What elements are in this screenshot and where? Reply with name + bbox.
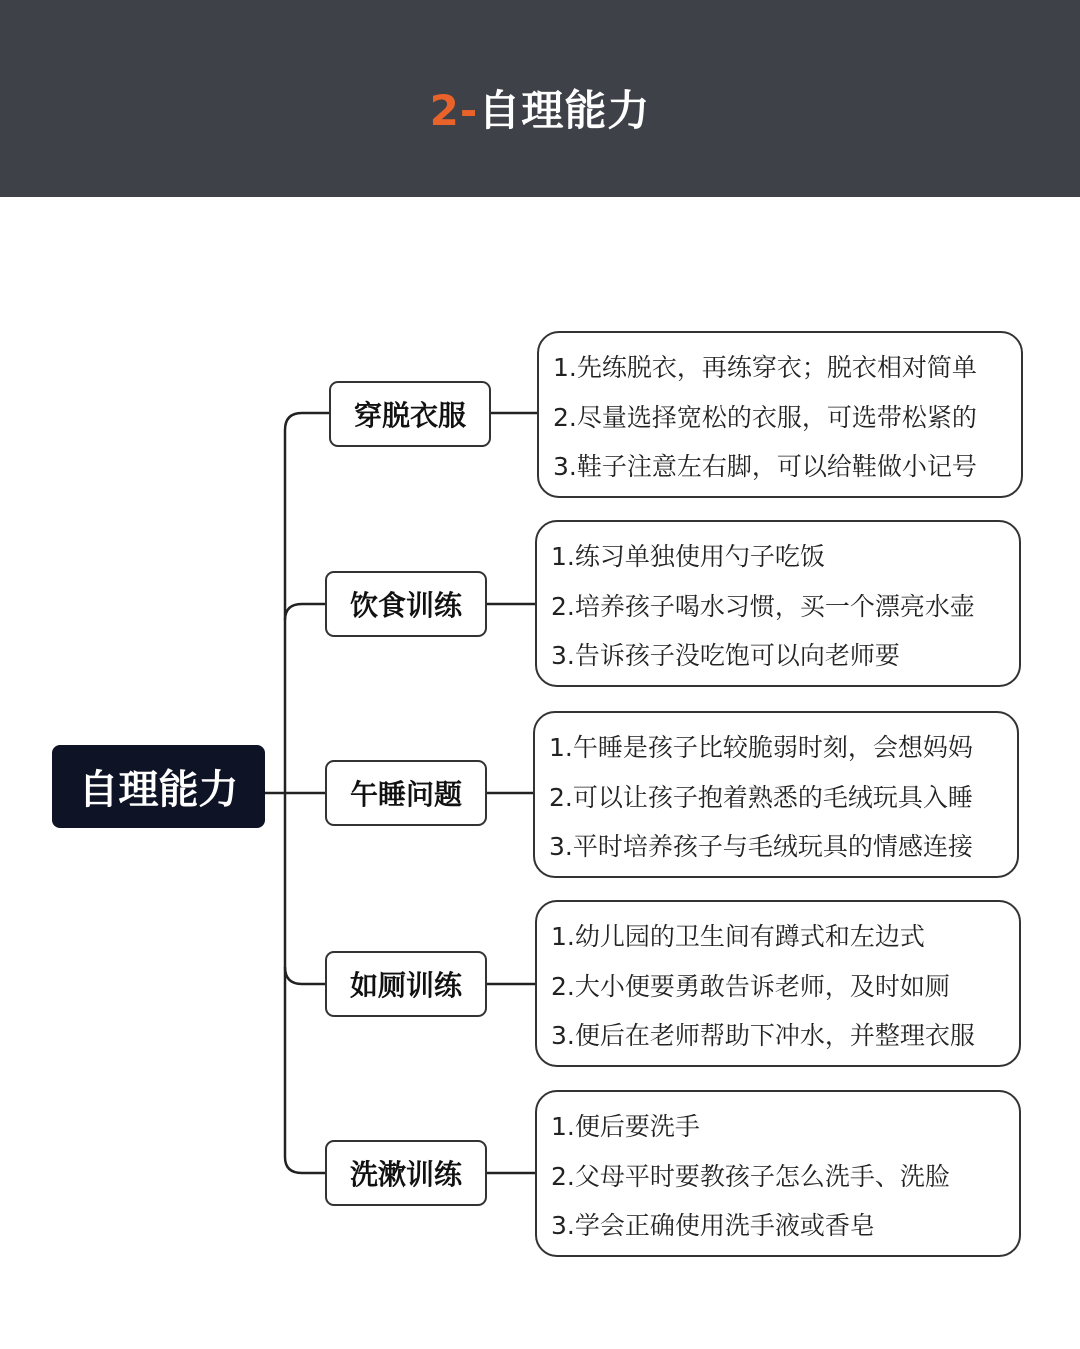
leaf-item: 2.尽量选择宽松的衣服，可选带松紧的 bbox=[553, 402, 977, 432]
branch-node-eating: 饮食训练 bbox=[325, 571, 487, 637]
leaf-item: 1.午睡是孩子比较脆弱时刻，会想妈妈 bbox=[549, 733, 973, 762]
leaf-item: 1.先练脱衣，再练穿衣；脱衣相对简单 bbox=[553, 353, 977, 382]
leaf-box-eating bbox=[535, 520, 1021, 687]
leaf-item: 2.可以让孩子抱着熟悉的毛绒玩具入睡 bbox=[549, 782, 973, 812]
title-number: 2- bbox=[429, 86, 479, 135]
leaf-item: 3.学会正确使用洗手液或香皂 bbox=[551, 1211, 875, 1240]
branch-connector-4 bbox=[285, 967, 325, 984]
leaf-item: 3.鞋子注意左右脚，可以给鞋做小记号 bbox=[553, 452, 977, 481]
leaf-item: 1.练习单独使用勺子吃饭 bbox=[551, 542, 825, 571]
branch-node-dressing: 穿脱衣服 bbox=[329, 381, 491, 447]
branch-connector-2 bbox=[285, 604, 325, 620]
leaf-item: 3.便后在老师帮助下冲水，并整理衣服 bbox=[551, 1021, 975, 1050]
leaf-item: 3.平时培养孩子与毛绒玩具的情感连接 bbox=[549, 832, 973, 861]
leaf-box-napping bbox=[533, 711, 1019, 878]
leaf-item: 1.幼儿园的卫生间有蹲式和左边式 bbox=[551, 922, 925, 951]
leaf-box-toilet bbox=[535, 900, 1021, 1067]
root-node: 自理能力 bbox=[52, 745, 265, 828]
leaf-item: 2.培养孩子喝水习惯，买一个漂亮水壶 bbox=[551, 591, 975, 621]
leaf-box-washing bbox=[535, 1090, 1021, 1257]
leaf-item: 2.大小便要勇敢告诉老师，及时如厕 bbox=[551, 971, 950, 1001]
leaf-item: 3.告诉孩子没吃饱可以向老师要 bbox=[551, 641, 900, 670]
branch-node-washing: 洗漱训练 bbox=[325, 1140, 487, 1206]
leaf-box-dressing bbox=[537, 331, 1023, 498]
leaf-item: 2.父母平时要教孩子怎么洗手、洗脸 bbox=[551, 1161, 950, 1191]
branch-node-toilet: 如厕训练 bbox=[325, 951, 487, 1017]
branch-node-napping: 午睡问题 bbox=[325, 760, 487, 826]
title-text: 自理能力 bbox=[478, 86, 651, 135]
leaf-item: 1.便后要洗手 bbox=[551, 1112, 700, 1141]
